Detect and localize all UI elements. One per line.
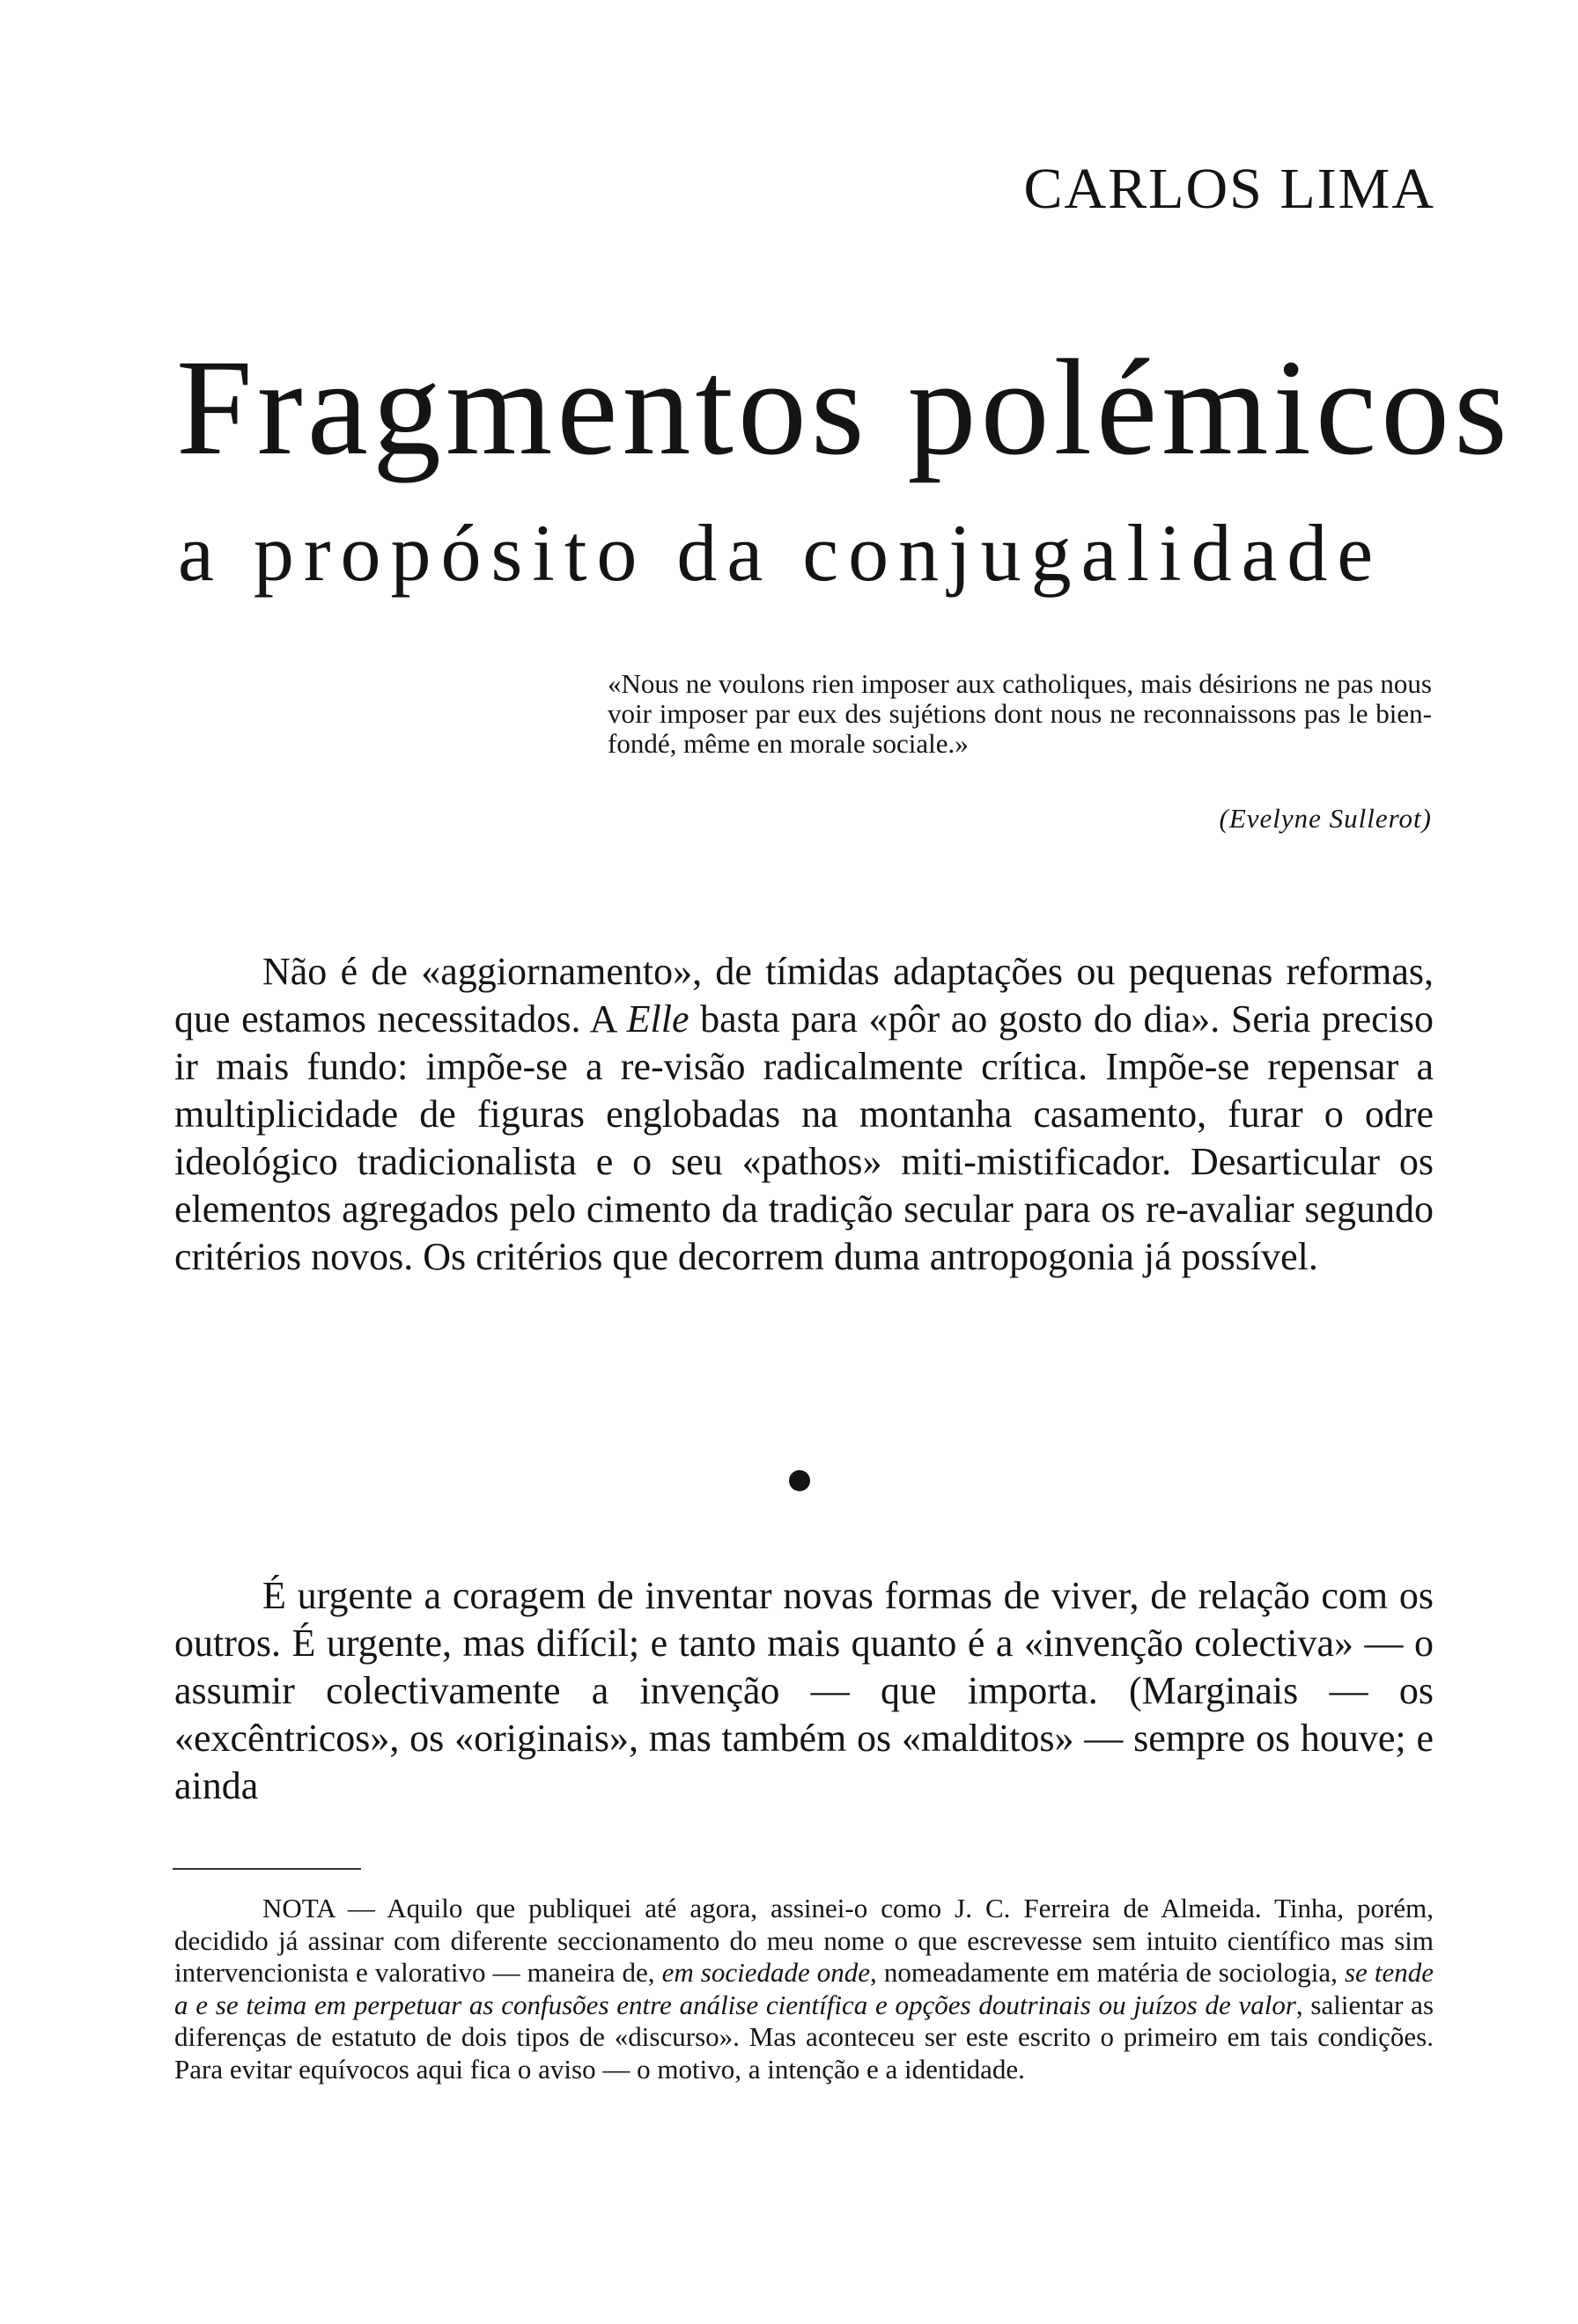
footnote-italic-b: se tende a e se teima em perpetuar as confusões entre análise científica e opções doutrinais ou juízos de valor [174,1957,1434,2020]
body-paragraph-1 [174,948,1434,1281]
body-paragraph-1-italic: Elle [626,997,689,1041]
footnote-text-a: NOTA — Aquilo que publiquei até agora, assinei-o como J. C. Ferreira de Almeida. Tinha, porém, decidido já assinar com diferente seccionamento do meu nome o que escrevesse sem intuito científico mas sim intervencionista e valorativo — maneira de, [174,1893,1434,1988]
footnote-text-c: , salientar as diferenças de estatuto de dois tipos de «discurso». Mas aconteceu ser este escrito o primeiro em tais condições. Para evitar equívocos aqui fica o aviso — o motivo, a intenção e a identidade. [174,1989,1434,2085]
footnote [174,1893,1434,2085]
body-paragraph-1-text-b: basta para «pôr ao gosto do dia». Seria preciso ir mais fundo: impõe-se a re-visão radicalmente crítica. Impõe-se repensar a multiplicidade de figuras englobadas na montanha casamento, furar o odre ideológico tradicionalista e o seu «pathos» miti-mistificador. Desarticular os elementos agregados pelo cimento da tradição secular para os re-avaliar segundo critérios novos. Os critérios que decorrem duma antropogonia já possível. [174,997,1434,1278]
body-paragraph-1-text-a: Não é de «aggiornamento», de tímidas adaptações ou pequenas reformas, que estamos necessitados. A [174,950,1434,1041]
section-separator-bullet [789,1470,810,1491]
epigraph-attribution: (Evelyne Sullerot) [1219,803,1432,834]
article-title: Fragmentos polémicos [176,331,1512,483]
author-name: CARLOS LIMA [1023,157,1435,221]
article-subtitle: a propósito da conjugalidade [178,508,1383,598]
epigraph-quote: «Nous ne voulons rien imposer aux catholiques, mais désirions ne pas nous voir imposer par eux des sujétions dont nous ne reconnaissons pas le bien-fondé, même en morale sociale.» [608,668,1432,759]
footnote-divider [173,1868,361,1870]
footnote-italic-a: em sociedade onde [661,1957,871,1988]
footnote-text-b: , nomeadamente em matéria de sociologia, [870,1957,1345,1988]
body-paragraph-2: É urgente a coragem de inventar novas formas de viver, de relação com os outros. É urgente, mas difícil; e tanto mais quanto é a «invenção colectiva» — o assumir colectivamente a invenção — que importa. (Marginais — os «excêntricos», os «originais», mas também os «malditos» — sempre os houve; e ainda [174,1574,1434,1807]
